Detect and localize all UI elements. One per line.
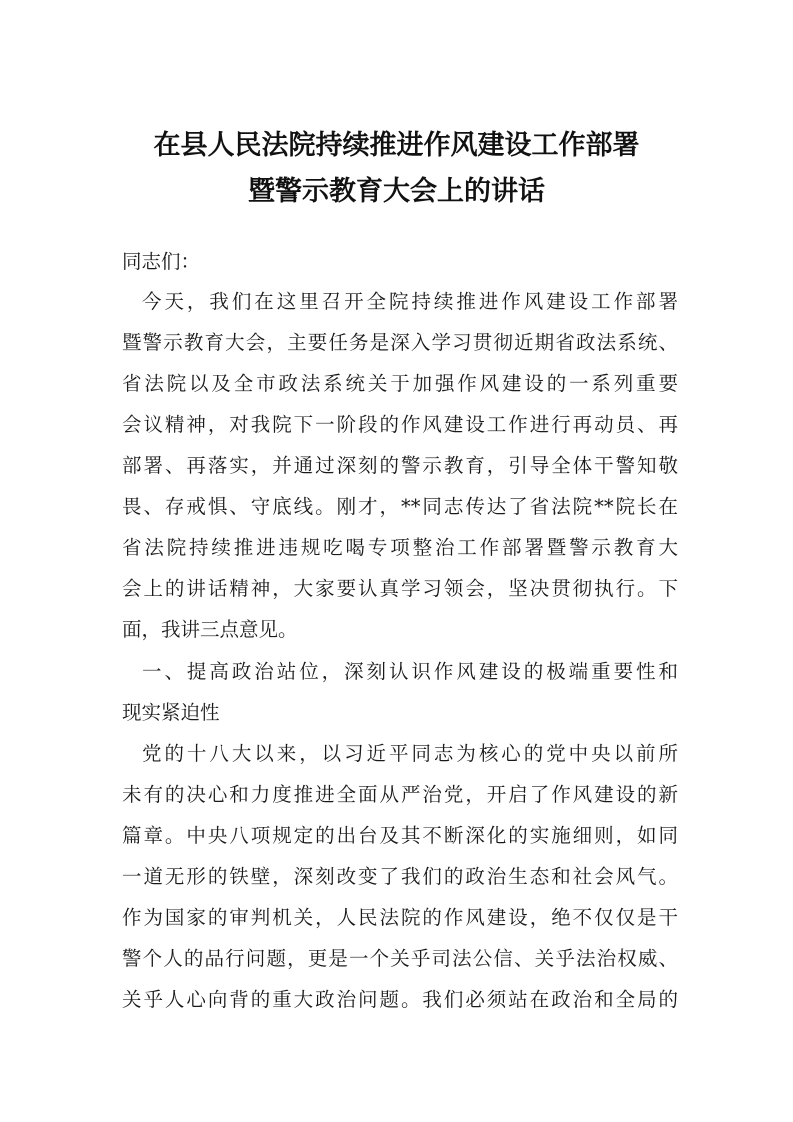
- body-line: 关乎人心向背的重大政治问题。我们必须站在政治和全局的: [122, 988, 678, 1011]
- body-line: 暨警示教育大会，主要任务是深入学习贯彻近期省政法系统、: [122, 331, 678, 354]
- section-heading-line: 一、提高政治站位，深刻认识作风建设的极端重要性和: [142, 660, 678, 683]
- speech-title-line-1: 在县人民法院持续推进作风建设工作部署: [153, 130, 640, 161]
- body-line: 未有的决心和力度推进全面从严治党，开启了作风建设的新: [122, 783, 678, 806]
- body-line: 篇章。中央八项规定的出台及其不断深化的实施细则，如同: [122, 824, 678, 847]
- body-line: 省法院以及全市政法系统关于加强作风建设的一系列重要: [122, 372, 678, 395]
- greeting: 同志们：: [122, 250, 201, 273]
- body-line: 省法院持续推进违规吃喝专项整治工作部署暨警示教育大: [122, 536, 678, 559]
- body-line: 部署、再落实，并通过深刻的警示教育，引导全体干警知敬: [122, 454, 678, 477]
- speech-title-line-2: 暨警示教育大会上的讲话: [248, 176, 545, 207]
- body-line: 今天，我们在这里召开全院持续推进作风建设工作部署: [142, 290, 678, 313]
- body-line: 作为国家的审判机关，人民法院的作风建设，绝不仅仅是干: [122, 906, 678, 929]
- body-line: 警个人的品行问题，更是一个关乎司法公信、关乎法治权威、: [122, 947, 678, 970]
- body-line: 畏、存戒惧、守底线。刚才，**同志传达了省法院**院长在: [122, 495, 678, 518]
- body-line: 一道无形的铁壁，深刻改变了我们的政治生态和社会风气。: [122, 865, 678, 888]
- body-line: 会上的讲话精神，大家要认真学习领会，坚决贯彻执行。下: [122, 577, 678, 600]
- body-line: 党的十八大以来，以习近平同志为核心的党中央以前所: [142, 742, 678, 765]
- section-heading-line: 现实紧迫性: [122, 701, 220, 724]
- body-line: 会议精神，对我院下一阶段的作风建设工作进行再动员、再: [122, 413, 678, 436]
- body-line: 面，我讲三点意见。: [122, 618, 298, 641]
